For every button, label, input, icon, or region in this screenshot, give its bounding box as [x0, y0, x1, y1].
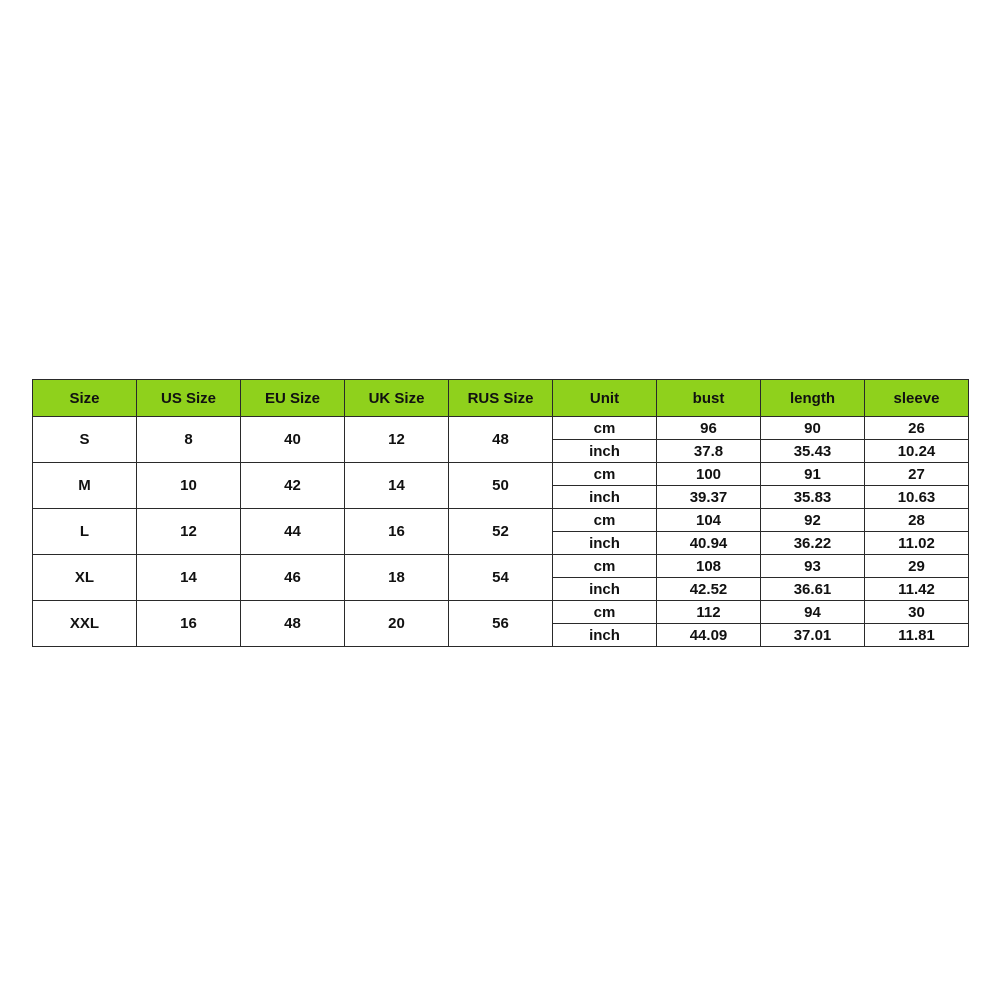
sleeve-cell: 11.42	[865, 578, 969, 601]
rus-size-cell: 48	[449, 417, 553, 463]
size-cell: XL	[33, 555, 137, 601]
sleeve-cell: 10.24	[865, 440, 969, 463]
sleeve-cell: 11.02	[865, 532, 969, 555]
bust-cell: 39.37	[657, 486, 761, 509]
bust-cell: 112	[657, 601, 761, 624]
unit-cell: cm	[553, 555, 657, 578]
column-header: UK Size	[345, 380, 449, 417]
column-header: length	[761, 380, 865, 417]
column-header: Unit	[553, 380, 657, 417]
table-row	[33, 417, 969, 440]
rus-size-cell: 56	[449, 601, 553, 647]
length-cell: 35.43	[761, 440, 865, 463]
eu-size-cell: 40	[241, 417, 345, 463]
us-size-cell: 10	[137, 463, 241, 509]
length-cell: 94	[761, 601, 865, 624]
uk-size-cell: 14	[345, 463, 449, 509]
eu-size-cell: 46	[241, 555, 345, 601]
table-row	[33, 463, 969, 486]
us-size-cell: 16	[137, 601, 241, 647]
eu-size-cell: 42	[241, 463, 345, 509]
bust-cell: 96	[657, 417, 761, 440]
table-header	[33, 380, 969, 417]
unit-cell: cm	[553, 417, 657, 440]
unit-cell: inch	[553, 440, 657, 463]
length-cell: 37.01	[761, 624, 865, 647]
size-cell: M	[33, 463, 137, 509]
table-body	[33, 417, 969, 647]
sleeve-cell: 29	[865, 555, 969, 578]
bust-cell: 40.94	[657, 532, 761, 555]
unit-cell: inch	[553, 578, 657, 601]
bust-cell: 100	[657, 463, 761, 486]
length-cell: 36.61	[761, 578, 865, 601]
rus-size-cell: 52	[449, 509, 553, 555]
uk-size-cell: 12	[345, 417, 449, 463]
bust-cell: 42.52	[657, 578, 761, 601]
length-cell: 36.22	[761, 532, 865, 555]
us-size-cell: 14	[137, 555, 241, 601]
rus-size-cell: 50	[449, 463, 553, 509]
eu-size-cell: 48	[241, 601, 345, 647]
uk-size-cell: 20	[345, 601, 449, 647]
eu-size-cell: 44	[241, 509, 345, 555]
unit-cell: inch	[553, 486, 657, 509]
unit-cell: inch	[553, 532, 657, 555]
column-header: RUS Size	[449, 380, 553, 417]
bust-cell: 108	[657, 555, 761, 578]
header-row	[33, 380, 969, 417]
uk-size-cell: 18	[345, 555, 449, 601]
column-header: Size	[33, 380, 137, 417]
column-header: sleeve	[865, 380, 969, 417]
sleeve-cell: 10.63	[865, 486, 969, 509]
table-row	[33, 509, 969, 532]
size-cell: XXL	[33, 601, 137, 647]
rus-size-cell: 54	[449, 555, 553, 601]
us-size-cell: 8	[137, 417, 241, 463]
length-cell: 90	[761, 417, 865, 440]
column-header: bust	[657, 380, 761, 417]
size-chart-table	[32, 379, 969, 647]
bust-cell: 104	[657, 509, 761, 532]
uk-size-cell: 16	[345, 509, 449, 555]
unit-cell: cm	[553, 463, 657, 486]
length-cell: 35.83	[761, 486, 865, 509]
bust-cell: 37.8	[657, 440, 761, 463]
column-header: US Size	[137, 380, 241, 417]
length-cell: 93	[761, 555, 865, 578]
sleeve-cell: 27	[865, 463, 969, 486]
sleeve-cell: 26	[865, 417, 969, 440]
length-cell: 91	[761, 463, 865, 486]
table-row	[33, 555, 969, 578]
sleeve-cell: 11.81	[865, 624, 969, 647]
size-cell: S	[33, 417, 137, 463]
column-header: EU Size	[241, 380, 345, 417]
table-row	[33, 601, 969, 624]
length-cell: 92	[761, 509, 865, 532]
bust-cell: 44.09	[657, 624, 761, 647]
unit-cell: cm	[553, 601, 657, 624]
sleeve-cell: 28	[865, 509, 969, 532]
sleeve-cell: 30	[865, 601, 969, 624]
size-cell: L	[33, 509, 137, 555]
unit-cell: cm	[553, 509, 657, 532]
us-size-cell: 12	[137, 509, 241, 555]
unit-cell: inch	[553, 624, 657, 647]
